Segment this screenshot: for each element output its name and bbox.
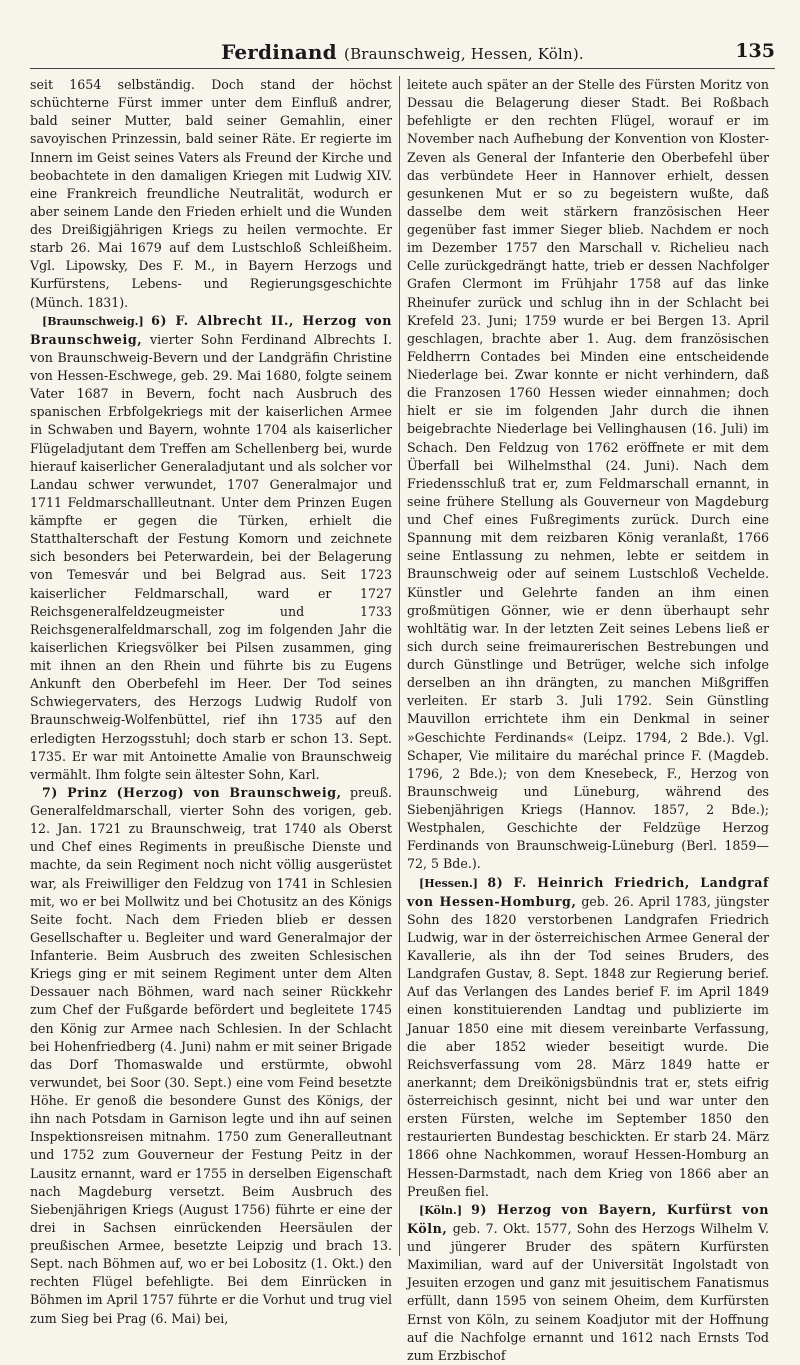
right-column — [407, 76, 770, 1363]
entry-ferdinand-albrecht-ii — [30, 312, 392, 784]
entry-body: geb. 7. Okt. 1577, Sohn des Herzogs Wilhelm V. und jüngerer Bruder des spätern Kurfürsten Maximilian, ward auf der Universität Ingolstadt von Jesuiten erzogen und ganz mit jesuitischem Fanatismus erfüllt, dann 1595 von seinem Oheim, dem Kurfürsten Ernst von Köln, zu seinem Koadjutor mit der Hoffnung auf die Nachfolge ernannt und 1612 nach Ernsts Tod zum Erzbischof — [407, 1220, 769, 1363]
header-rule — [30, 68, 775, 69]
entry-heading: 8) F. Heinrich Friedrich, Landgraf von Hessen-Homburg, — [407, 874, 769, 909]
entry-section-tag: [Braunschweig.] — [42, 314, 144, 328]
entry-continuation: leitete auch später an der Stelle des Fürsten Moritz von Dessau die Belagerung dieser Stadt. Bei Roßbach befehligte er den rechten Flügel, worauf er im November nach Aufhebung der Konvention von Kloster-Zeven als General der Infanterie den Oberbefehl über das verbündete Heer in Hannover erhielt, dessen gesunkenen Mut er so zu begeistern wußte, daß dasselbe dem weit stärkern französischen Heer gegenüber fast immer Sieger blieb. Nachdem er noch im Dezember 1757 den Marschall v. Richelieu nach Celle zurückgedrängt hatte, trieb er dessen Nachfolger Grafen Clermont im Frühjahr 1758 auf das linke Rheinufer zurück und schlug ihn in der Schlacht bei Krefeld 23. Juni; 1759 wurde er bei Bergen 13. April geschlagen, brachte aber 1. Aug. dem französischen Feldherrn Contades bei Minden eine entscheidende Niederlage bei. Zwar konnte er nicht verhindern, daß die Franzosen 1760 Hessen wieder einnahmen; doch hielt er sie im folgenden Jahr durch die ihnen beigebrachte Niederlage bei Vellinghausen (16. Juli) im Schach. Den Feldzug von 1762 eröffnete er mit dem Überfall bei Wilhelmsthal (24. Juni). Nach dem Friedensschluß trat er, zum Feldmarschall ernannt, in seine frühere Stellung als Gouverneur von Magdeburg und Chef eines Fußregiments zurück. Durch eine Spannung mit dem reizbaren König veranlaßt, 1766 seine Entlassung zu nehmen, lebte er seitdem in Braunschweig oder auf seinem Lustschloß Vechelde. Künstler und Gelehrte fanden an ihm einen großmütigen Gönner, wie er denn überhaupt sehr wohltätig war. In der letzten Zeit seines Lebens ließ er sich durch seine freimaurerischen Bestrebungen und durch Günstlinge und Betrüger, welche sich infolge derselben an ihn drängten, zu manchen Mißgriffen verleiten. Er starb 3. Juli 1792. Sein Günstling Mauvillon errichtete ihm ein Denkmal in seiner »Geschichte Ferdinands« (Leipz. 1794, 2 Bde.). Vgl. Schaper, Vie militaire du maréchal prince F. (Magdeb. 1796, 2 Bde.); von dem Knesebeck, F., Herzog von Braunschweig und Lüneburg, während des Siebenjährigen Kriegs (Hannov. 1857, 2 Bde.); Westphalen, Geschichte der Feldzüge Herzog Ferdinands von Braunschweig-Lüneburg (Berl. 1859—72, 5 Bde.). — [407, 77, 769, 872]
running-head — [30, 40, 775, 64]
entry-heading: 6) F. Albrecht II., Herzog von Braunschweig, — [30, 312, 392, 347]
running-head-subtitle: (Braunschweig, Hessen, Köln). — [344, 45, 584, 63]
entry-body: vierter Sohn Ferdinand Albrechts I. von Braunschweig-Bevern und der Landgräfin Christine von Hessen-Eschwege, geb. 29. Mai 1680, folgte seinem Vater 1687 in Bevern, focht nach Ausbruch des spanischen Erbfolgekriegs mit der kaiserlichen Armee in Schwaben und Bayern, wohnte 1704 als kaiserlicher Flügeladjutant dem Treffen am Schellenberg bei, wurde hierauf kaiserlicher Generaladjutant und als solcher vor Landau schwer verwundet, 1707 Generalmajor und 1711 Feldmarschallleutnant. Unter dem Prinzen Eugen kämpfte er gegen die Türken, erhielt die Statthalterschaft der Festung Komorn und zeichnete sich besonders bei Peterwardein, bei der Belagerung von Temesvár und bei Belgrad aus. Seit 1723 kaiserlicher Feldmarschall, ward er 1727 Reichsgeneralfeldzeugmeister und 1733 Reichsgeneralfeldmarschall, zog im folgenden Jahr die kaiserlichen Kriegsvölker bei Pilsen zusammen, ging mit ihnen an den Rhein und führte bis zu Eugens Ankunft den Oberbefehl im Heer. Der Tod seines Schwiegervaters, des Herzogs Ludwig Rudolf von Braunschweig-Wolfenbüttel, rief ihn 1735 auf den erledigten Herzogsstuhl; doch starb er schon 13. Sept. 1735. Er war mit Antoinette Amalie von Braunschweig vermählt. Ihm folgte sein ältester Sohn, Karl. — [30, 331, 392, 782]
column-divider — [399, 76, 400, 1256]
entry-body: preuß. Generalfeldmarschall, vierter Sohn des vorigen, geb. 12. Jan. 1721 zu Braunschweig, trat 1740 als Oberst und Chef eines Regiments in preußische Dienste und machte, da sein Regiment noch nicht völlig ausgerüstet war, als Freiwilliger den Feldzug von 1741 in Schlesien mit, wo er bei Mollwitz und bei Chotusitz an des Königs Seite focht. Nach dem Frieden blieb er dessen Gesellschafter u. Begleiter und ward Generalmajor der Infanterie. Beim Ausbruch des zweiten Schlesischen Kriegs ging er mit seinem Regiment unter dem Alten Dessauer nach Böhmen, ward nach seiner Rückkehr zum Chef der Fußgarde befördert und begleitete 1745 den König zur Armee nach Schlesien. In der Schlacht bei Hohenfriedberg (4. Juni) nahm er mit seiner Brigade das Dorf Thomaswalde und erstürmte, obwohl verwundet, bei Soor (30. Sept.) eine vom Feind besetzte Höhe. Er genoß die besondere Gunst des Königs, der ihn nach Potsdam in Garnison legte und ihn auf seinen Inspektionsreisen mitnahm. 1750 zum Generalleutnant und 1752 zum Gouverneur der Festung Peitz in der Lausitz ernannt, ward er 1755 in derselben Eigenschaft nach Magdeburg versetzt. Beim Ausbruch des Siebenjährigen Kriegs (August 1756) führte er eine der drei in Sachsen einrückenden Heersäulen der preußischen Armee, besetzte Leipzig und brach 13. Sept. nach Böhmen auf, wo er bei Lobositz (1. Okt.) den rechten Flügel befehligte. Bei dem Einrücken in Böhmen im April 1757 führte er die Vorhut und trug viel zum Sieg bei Prag (6. Mai) bei, — [30, 784, 392, 1326]
entry-heading: 7) Prinz (Herzog) von Braunschweig, — [42, 784, 342, 800]
entry-heading: 9) Herzog von Bayern, Kurfürst von Köln, — [407, 1201, 769, 1236]
entry-prinz-braunschweig — [30, 784, 392, 1328]
entry-body: geb. 26. April 1783, jüngster Sohn des 1820 verstorbenen Landgrafen Friedrich Ludwig, war in der österreichischen Armee General der Kavallerie, als ihn der Tod seines Bruders, des Landgrafen Gustav, 8. Sept. 1848 zur Regierung berief. Auf das Verlangen des Landes berief F. im April 1849 einen konstituierenden Landtag und publizierte im Januar 1850 eine mit diesem vereinbarte Verfassung, die aber 1852 wieder beseitigt wurde. Die Reichsverfassung vom 28. März 1849 hatte er anerkannt; dem Dreikönigsbündnis trat er, stets eifrig österreichisch gesinnt, nicht bei und war unter den ersten Fürsten, welche im September 1850 den restaurierten Bundestag beschickten. Er starb 24. März 1866 ohne Nachkommen, worauf Hessen-Homburg an Hessen-Darmstadt, nach dem Krieg von 1866 aber an Preußen fiel. — [407, 893, 770, 1199]
left-column — [30, 76, 392, 1326]
entry-section-tag: [Köln.] — [419, 1203, 463, 1217]
entry-herzog-bayern-koeln — [407, 1201, 769, 1365]
page-number: 135 — [735, 40, 775, 62]
page-header — [30, 40, 775, 70]
entry-section-tag: [Hessen.] — [419, 876, 479, 890]
entry-heinrich-friedrich — [407, 874, 769, 1201]
running-head-title: Ferdinand — [221, 40, 337, 64]
entry-continuation: seit 1654 selbständig. Doch stand der höchst schüchterne Fürst immer unter dem Einfluß andrer, bald seiner Mutter, bald seiner Gemahlin, einer savoyischen Prinzessin, bald seiner Räte. Er regierte im Innern im Geist seines Vaters als Freund der Kirche und beobachtete in den damaligen Kriegen mit Ludwig XIV. eine Frankreich freundliche Neutralität, wodurch er aber seinem Lande den Frieden erhielt und die Wunden des Dreißigjährigen Kriegs zu heilen vermochte. Er starb 26. Mai 1679 auf dem Lustschloß Schleißheim. Vgl. Lipowsky, Des F. M., in Bayern Herzogs und Kurfürstens, Lebens- und Regierungsgeschichte (Münch. 1831). — [30, 77, 392, 310]
